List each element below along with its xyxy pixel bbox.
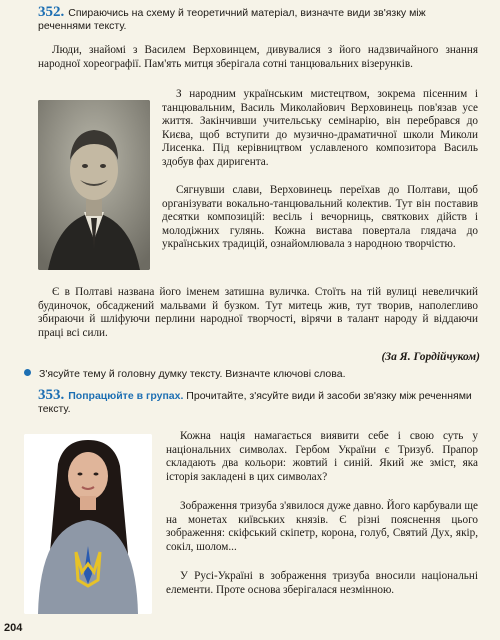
bullet-instruction: З'ясуйте тему й головну думку тексту. Визначте ключові слова.: [24, 368, 484, 381]
task-353-header: [38, 389, 478, 416]
paragraph-2: З народним українським мистецтвом, зокрема пісенним і танцювальним, Василь Миколайович Верховинець пов'язав усе життя. Закінчивши учительську семінарію, він перебрався до Києва, щоб вступити до музично-драматичної школи Миколи Лисенка. Під керівництвом уславленого композитора Василь здобув фах диригента.: [162, 88, 478, 168]
paragraph-353-3: У Русі-Україні в зображення тризуба вносили національні елементи. Проте основа зберігалася незмінною.: [166, 570, 478, 596]
paragraph-4: Є в Полтаві названа його іменем затишна вуличка. Стоїть на тій вулиці невеличкий будиночок, обсаджений мальвами й бузком. Тут митець жив, тут творив, наполегливо збираючи й шліфуючи перлини народної творчості, вірячи в талант народу й віддаючи праці всі сили.: [38, 286, 478, 339]
task-instruction: Прочитайте, з'ясуйте види й засоби зв'язку між реченнями тексту.: [38, 390, 472, 415]
paragraph-353-1: Кожна нація намагається виявити себе і свою суть у національних символах. Гербом України є Тризуб. Прапор складають два кольори: жовтий і синій. Який же зміст, яка історія закладені в цих символах?: [166, 430, 478, 483]
girl-image: [24, 434, 152, 614]
paragraph-1: Люди, знайомі з Василем Верховинцем, дивувалися з його надзвичайного знання народної хореографії. Пам'ять митця зберігала сотні танцювальних візерунків.: [38, 44, 478, 70]
task-number: 353.: [38, 387, 65, 403]
paragraph-3: Сягнувши слави, Верховинець переїхав до Полтави, щоб організувати вокально-танцювальний колектив. Тут він поставив десятки композицій: весіль і вечорниць, святкових дійств і молодіжних гулянь. Кожна вистава повертала глядача до українських традицій, ознайомлювала з народною творчістю.: [162, 184, 478, 251]
task-instruction: Спираючись на схему й теоретичний матеріал, визначте види зв'язку між реченнями тексту.: [38, 7, 426, 32]
task-accent: Попрацюйте в групах.: [68, 390, 184, 402]
bullet-dot-icon: [24, 369, 31, 376]
attribution: (За Я. Гордійчуком): [381, 351, 480, 363]
portrait-image: [38, 100, 150, 270]
page-number: 204: [4, 622, 23, 634]
portrait-photo: [38, 100, 150, 270]
paragraph-353-2: Зображення тризуба з'явилося дуже давно. Його карбували ще на монетах київських князів. Є різні пояснення цього зображення: скіфський скіпетр, корона, голуб, Святий Дух, якір, сокіл, шолом...: [166, 500, 478, 553]
task-number: 352.: [38, 4, 65, 20]
girl-photo: [24, 434, 152, 614]
task-352-header: [38, 6, 478, 33]
